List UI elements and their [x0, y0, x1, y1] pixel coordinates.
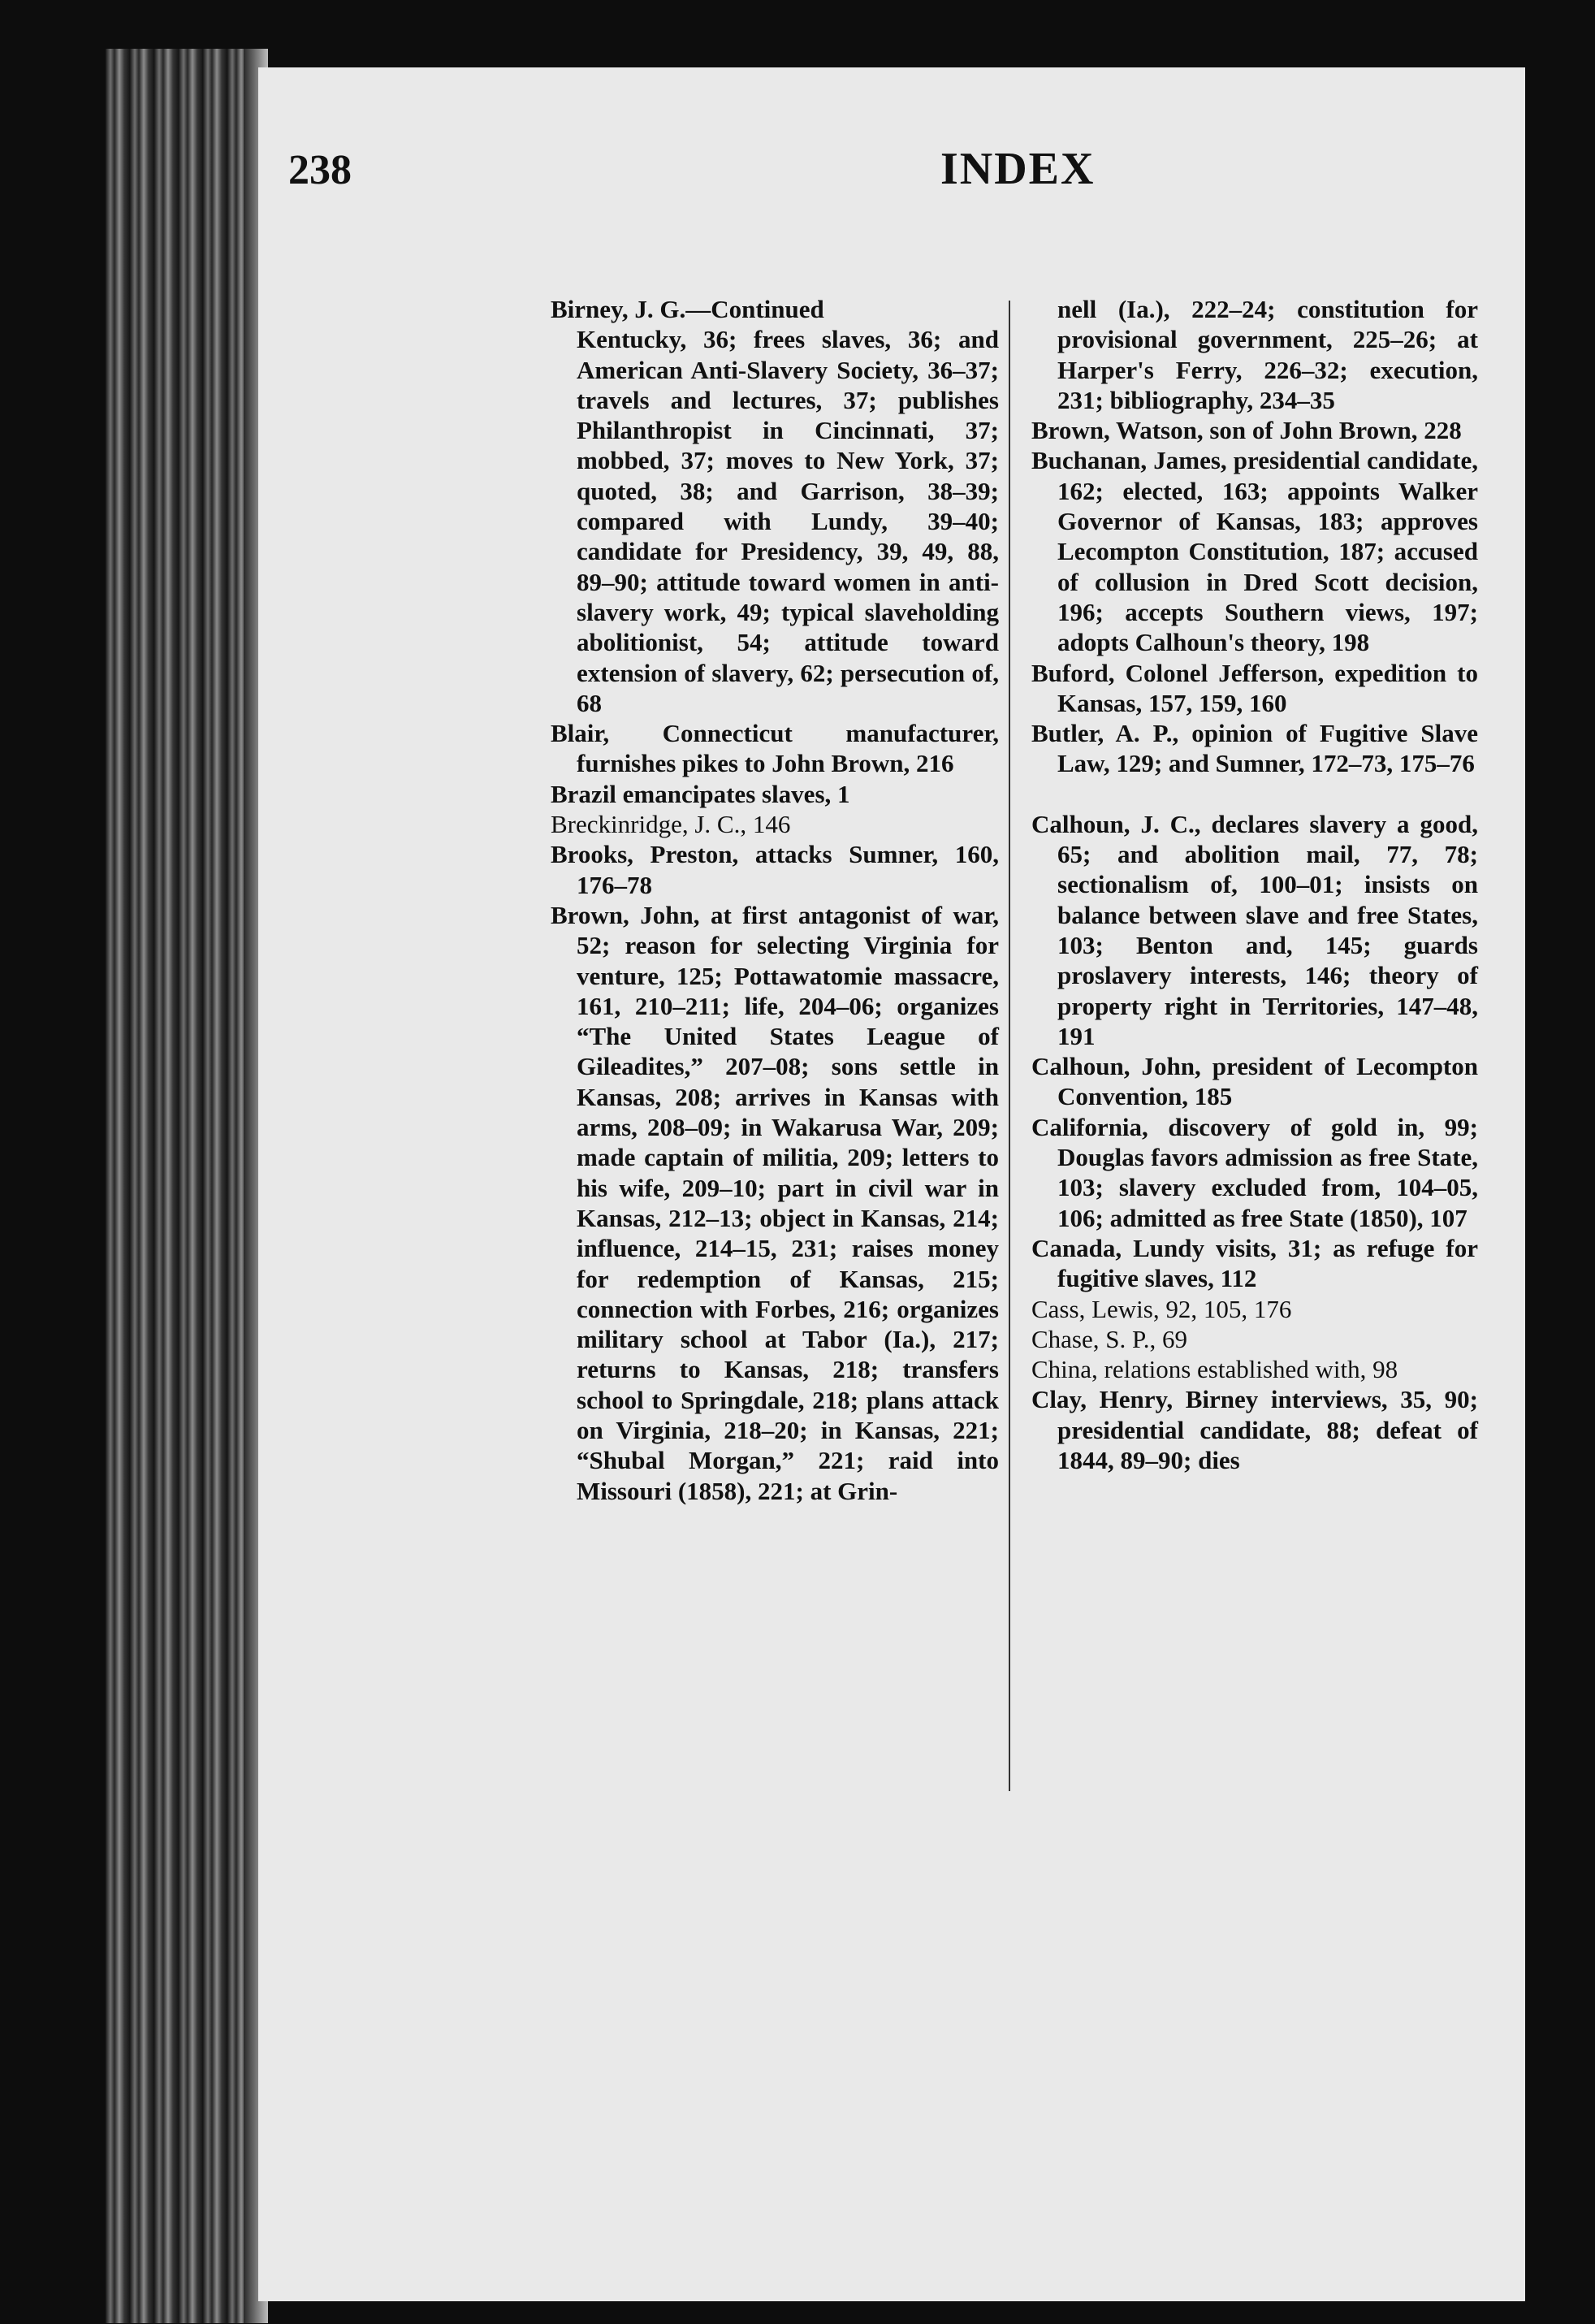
index-entry: Brown, Watson, son of John Brown, 228 [1031, 416, 1462, 445]
index-entry: Cass, Lewis, 92, 105, 176 [1031, 1294, 1292, 1323]
page-title: INDEX [940, 144, 1096, 194]
index-entry: Brazil emancipates slaves, 1 [551, 779, 850, 808]
book-spine [106, 49, 264, 2323]
index-entry: Brown, John, at first antagonist of war, 52; reason for selecting Virginia for venture, 125; Pottawatomie massacre, 161, 210–211; life, 204–06; organizes “The United States League of Gileadites,” 207–08; sons settle in Kansas, 208; arrives in Kansas with arms, 208–09; in Wakarusa War, 209; made captain of militia, 209; letters to his wife, 209–10; part in civil war in Kansas, 212–13; object in Kansas, 214; influence, 214–15, 231; raises money for redemption of Kansas, 215; connection with Forbes, 216; organizes military school at Tabor (Ia.), 217; returns to Kansas, 218; transfers school to Springdale, 218; plans attack on Virginia, 218–20; in Kansas, 221; “Shubal Morgan,” 221; raid into Missouri (1858), 221; at Grin- [551, 900, 999, 1505]
index-entry: Calhoun, John, president of Lecompton Convention, 185 [1031, 1052, 1478, 1111]
page-number: 238 [288, 147, 352, 193]
right-column [1031, 294, 1478, 1475]
index-entry: Buchanan, James, presidential candidate, 162; elected, 163; appoints Walker Governor of Kansas, 183; approves Lecompton Constitution, 187; accused of collusion in Dred Scott decision, 196; accepts Southern views, 197; adopts Calhoun's theory, 198 [1031, 446, 1478, 657]
left-column [551, 294, 999, 1506]
index-entry: Brooks, Preston, attacks Sumner, 160, 176–78 [551, 840, 999, 899]
index-entry: Breckinridge, J. C., 146 [551, 810, 791, 839]
index-entry: China, relations established with, 98 [1031, 1355, 1398, 1384]
index-entry: Buford, Colonel Jefferson, expedition to Kansas, 157, 159, 160 [1031, 658, 1478, 717]
index-entry-continuation: nell (Ia.), 222–24; constitution for provisional government, 225–26; at Harper's Ferry, 226–32; execution, 231; bibliography, 234–35 [1057, 295, 1478, 414]
index-entry: Calhoun, J. C., declares slavery a good, 65; and abolition mail, 77, 78; sectionalism of, 100–01; insists on balance between slave and free States, 103; Benton and, 145; guards proslavery interests, 146; theory of property right in Territories, 147–48, 191 [1031, 809, 1478, 1050]
index-entry: Blair, Connecticut manufacturer, furnishes pikes to John Brown, 216 [551, 719, 999, 778]
index-entry: Butler, A. P., opinion of Fugitive Slave Law, 129; and Sumner, 172–73, 175–76 [1031, 719, 1478, 778]
index-entry: Canada, Lundy visits, 31; as refuge for fugitive slaves, 112 [1031, 1233, 1478, 1293]
index-entry-heading-birney: Birney, J. G.—Continued [551, 295, 824, 323]
index-entry-continuation: Kentucky, 36; frees slaves, 36; and American Anti-Slavery Society, 36–37; travels and lectures, 37; publishes Philanthropist in Cincinnati, 37; mobbed, 37; moves to New York, 37; quoted, 38; and Garrison, 38–39; compared with Lundy, 39–40; candidate for Presidency, 39, 49, 88, 89–90; attitude toward women in anti-slavery work, 49; typical slaveholding abolitionist, 54; attitude toward extension of slavery, 62; persecution of, 68 [577, 325, 999, 717]
index-entry: California, discovery of gold in, 99; Douglas favors admission as free State, 103; slavery excluded from, 104–05, 106; admitted as free State (1850), 107 [1031, 1112, 1478, 1232]
column-divider [1009, 301, 1010, 1791]
index-entry: Clay, Henry, Birney interviews, 35, 90; presidential candidate, 88; defeat of 1844, 89–90; dies [1031, 1385, 1478, 1474]
index-entry: Chase, S. P., 69 [1031, 1324, 1188, 1353]
